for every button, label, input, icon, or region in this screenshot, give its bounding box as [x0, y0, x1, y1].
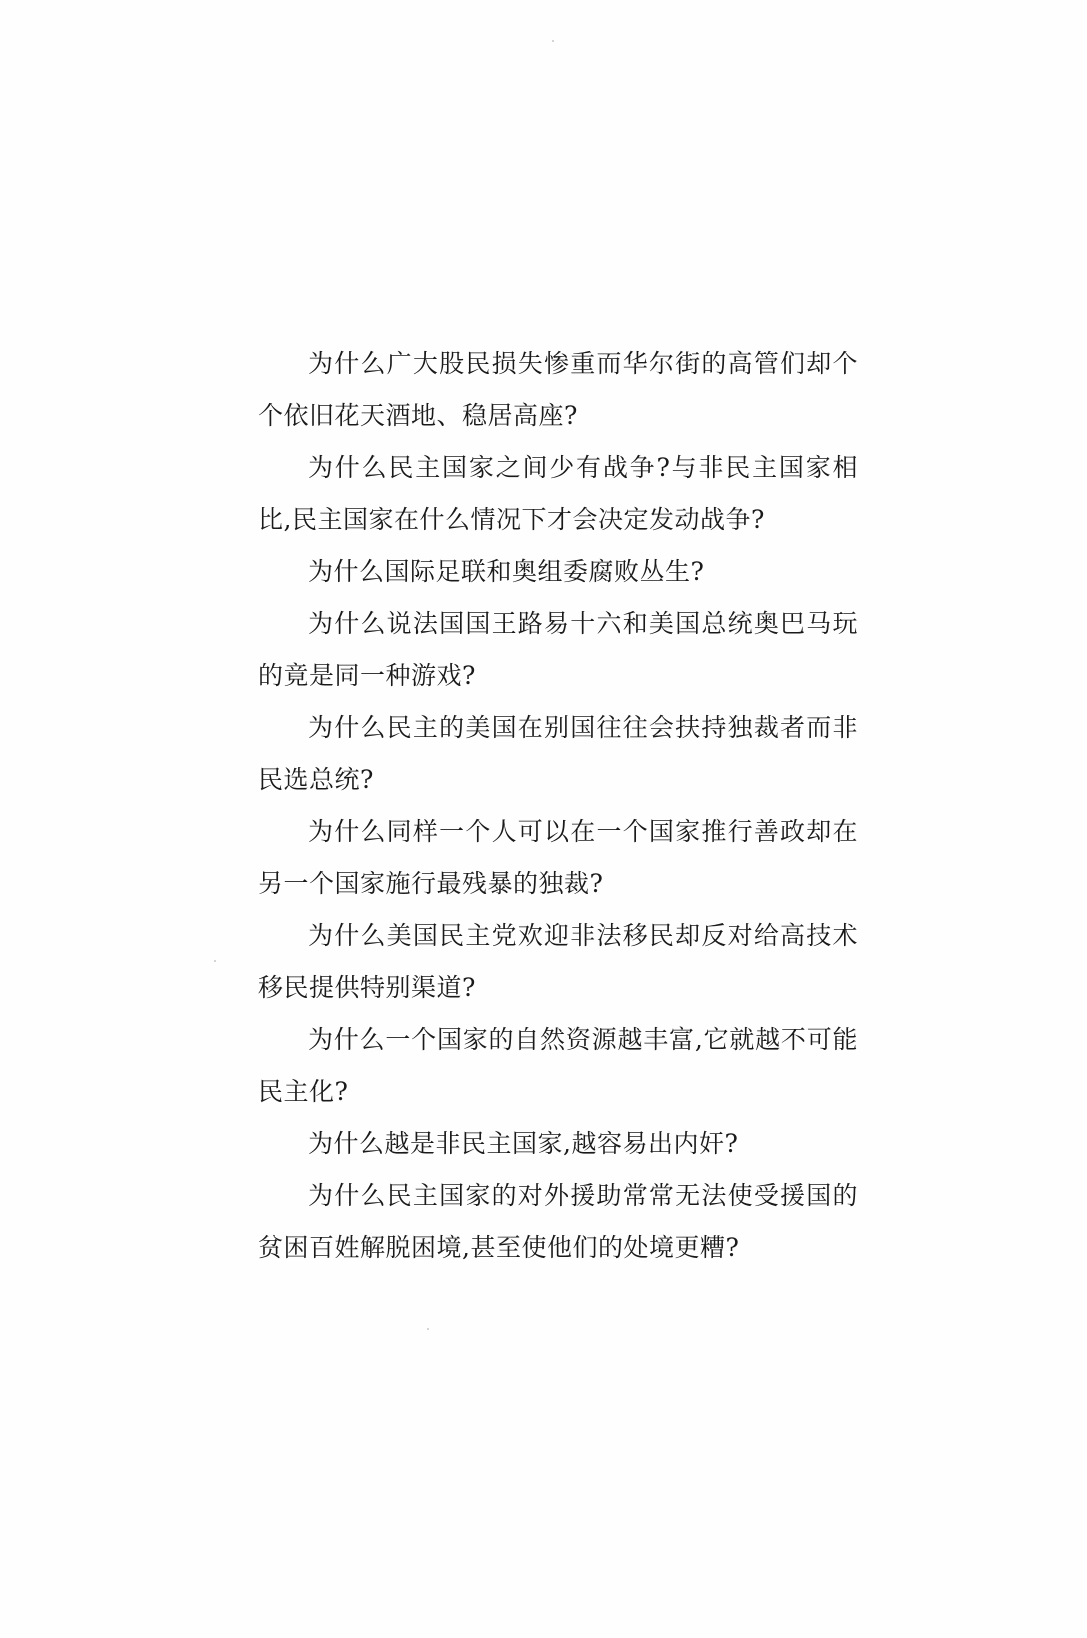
question-paragraph: 为什么民主国家之间少有战争?与非民主国家相比,民主国家在什么情况下才会决定发动战争?	[258, 453, 858, 534]
scan-speck	[427, 1328, 429, 1330]
scan-speck	[214, 960, 216, 962]
question-paragraph: 为什么越是非民主国家,越容易出内奸?	[308, 1129, 739, 1158]
question-paragraph: 为什么一个国家的自然资源越丰富,它就越不可能民主化?	[258, 1025, 858, 1106]
question-paragraph: 为什么说法国国王路易十六和美国总统奥巴马玩的竟是同一种游戏?	[258, 609, 858, 690]
question-paragraph: 为什么民主国家的对外援助常常无法使受援国的贫困百姓解脱困境,甚至使他们的处境更糟?	[258, 1181, 858, 1262]
question-paragraph: 为什么美国民主党欢迎非法移民却反对给高技术移民提供特别渠道?	[258, 921, 858, 1002]
scan-speck	[552, 40, 554, 42]
question-paragraph: 为什么民主的美国在别国往往会扶持独裁者而非民选总统?	[258, 713, 858, 794]
question-paragraph: 为什么国际足联和奥组委腐败丛生?	[308, 557, 705, 586]
body-text	[258, 338, 858, 1274]
question-paragraph: 为什么广大股民损失惨重而华尔街的高管们却个个依旧花天酒地、稳居高座?	[258, 349, 858, 430]
question-paragraph: 为什么同样一个人可以在一个国家推行善政却在另一个国家施行最残暴的独裁?	[258, 817, 858, 898]
